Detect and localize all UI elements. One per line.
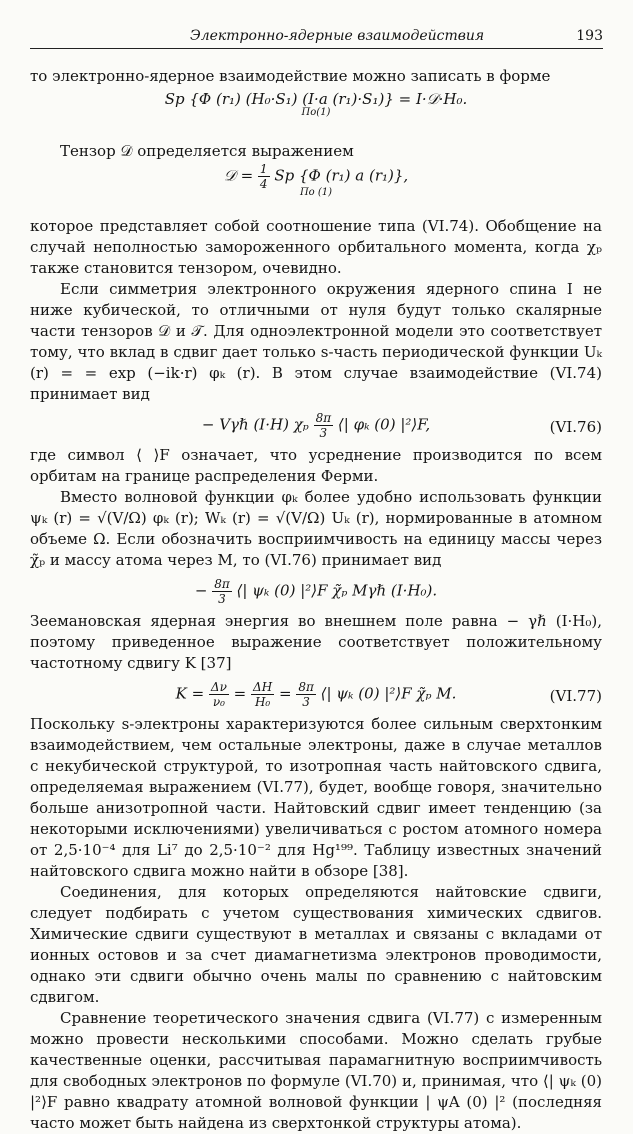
equation-4-content [195,577,437,606]
equation-1-subscript: По(1) [301,107,331,118]
equation-4-denominator: 3 [218,592,226,606]
equation-5-equals-2: = [278,684,292,703]
equation-2-lhs: 𝒟 = [223,166,254,185]
equation-2-fraction [258,162,270,191]
paragraph-8: Поскольку s-электроны характеризуются более сильным сверхтонким взаимодействием, чем остальные электроны, даже в случае металлов с некубической структурой, то изотропная часть найтовского сдвига, определяемая выражением (VI.77), будет, вообще говоря, значительно больше анизотропной части. Найтовский сдвиг имеет тенденцию (за некоторыми исключениями) увеличиваться с ростом атомного номера от 2,5·10⁻⁴ для Li⁷ до 2,5·10⁻² для Hg¹⁹⁹. Таблицу известных значений найтовского сдвига можно найти в обзоре [38]. [30,715,602,880]
equation-2-denominator: 4 [259,177,268,191]
equation-2-rhs: Sp {Φ (r₁) a (r₁)}, [274,166,409,185]
equation-3-content [202,411,430,440]
equation-5-k: K = [175,684,205,703]
equation-3-number: (VI.76) [549,418,602,436]
equation-5-fraction-2-denominator: H₀ [254,695,271,709]
equation-3 [30,411,602,439]
equation-5-right: ⟨| ψₖ (0) |²⟩F χ̃ₚ M. [320,684,457,703]
equation-2-content [224,162,408,199]
equation-3-right: ⟨| φₖ (0) |²⟩F, [337,415,431,434]
equation-4-numerator: 8π [214,577,230,591]
paragraph-10: Сравнение теоретического значения сдвига (VI.77) с измеренным можно провести несколькими способами. Можно сделать грубые качественные оценки, рассчитывая парамагнитную восприимчивость для свободных электронов по формуле (VI.70) и, принимая, что ⟨| ψₖ (0) |²⟩F равно квадрату атомной волновой функции | ψA (0) |² (последняя часто может быть найдена из сверхтонкой структуры атома). [30,1009,602,1132]
equation-2 [30,162,602,216]
equation-2-numerator: 1 [259,162,268,176]
equation-1 [30,87,602,141]
equation-3-left: − Vγℏ (I·H) χₚ [201,415,309,434]
equation-5-equals: = [233,684,247,703]
equation-5-fraction-3-numerator: 8π [298,680,314,694]
paragraph-1: то электронно-ядерное взаимодействие можно записать в форме [30,67,551,85]
equation-1-expression: Sp {Φ (r₁) (H₀·S₁) (I·a (r₁)·S₁)} = I·𝒟·H₀. [164,90,468,108]
paragraph-5: где символ ⟨ ⟩F означает, что усреднение производится по всем орбитам на границе распределения Ферми. [30,446,602,485]
page-number: 193 [576,28,603,44]
equation-5-content [176,680,457,709]
equation-4-right: ⟨| ψₖ (0) |²⟩F χ̃ₚ Mγℏ (I·H₀). [236,581,438,600]
equation-5-fraction-1-denominator: ν₀ [212,695,225,709]
equation-1-content [165,87,468,119]
equation-5-fraction-1 [209,680,229,709]
equation-3-numerator: 8π [315,411,332,425]
running-title: Электронно-ядерные взаимодействия [190,28,485,44]
paragraph-7: Зеемановская ядерная энергия во внешнем поле равна − γℏ (I·H₀), поэтому приведенное выражение соответствует положительному частотному сдвигу K [37] [30,612,602,672]
paragraph-4: Если симметрия электронного окружения ядерного спина I не ниже кубической, то отличными от нуля будут только скалярные части тензоров 𝒟 и 𝒯. Для одноэлектронной модели это соответствует тому, что вклад в сдвиг дает только s-часть периодической функции Uₖ (r) = = exp (−ik·r) φₖ (r). В этом случае взаимодействие (VI.74) принимает вид [30,280,602,403]
equation-4 [30,577,602,605]
paragraph-3: которое представляет собой соотношение типа (VI.74). Обобщение на случай неполностью замороженного орбитального момента, когда χₚ также становится тензором, очевидно. [30,217,602,277]
paragraph-9: Соединения, для которых определяются найтовские сдвиги, следует подбирать с учетом существования химических сдвигов. Химические сдвиги существуют в металлах и связаны с вкладами от ионных остовов и за счет диамагнетизма электронов проводимости, однако эти сдвиги обычно очень малы по сравнению с найтовским сдвигом. [30,883,602,1006]
equation-5 [30,680,602,708]
equation-5-fraction-2 [251,680,274,709]
paragraph-2: Тензор 𝒟 определяется выражением [60,142,354,160]
page-body [30,66,602,1134]
running-header [30,22,603,49]
equation-5-fraction-3-denominator: 3 [302,695,310,709]
equation-3-denominator: 3 [319,426,328,440]
equation-2-subscript: По (1) [299,187,333,198]
equation-5-fraction-2-numerator: ΔH [253,680,273,694]
paragraph-6: Вместо волновой функции φₖ более удобно использовать функции ψₖ (r) = √(V/Ω) φₖ (r); Wₖ (r) = √(V/Ω) Uₖ (r), нормированные в атомном объеме Ω. Если обозначить восприимчивость на единицу массы через χ̃ₚ и массу атома через M, то (VI.76) принимает вид [30,488,602,569]
equation-4-fraction [212,577,232,606]
equation-5-fraction-1-numerator: Δν [210,680,227,694]
equation-5-fraction-3 [296,680,316,709]
equation-4-sign: − [194,581,208,600]
equation-3-fraction [314,411,334,440]
equation-5-number: (VI.77) [549,687,602,705]
